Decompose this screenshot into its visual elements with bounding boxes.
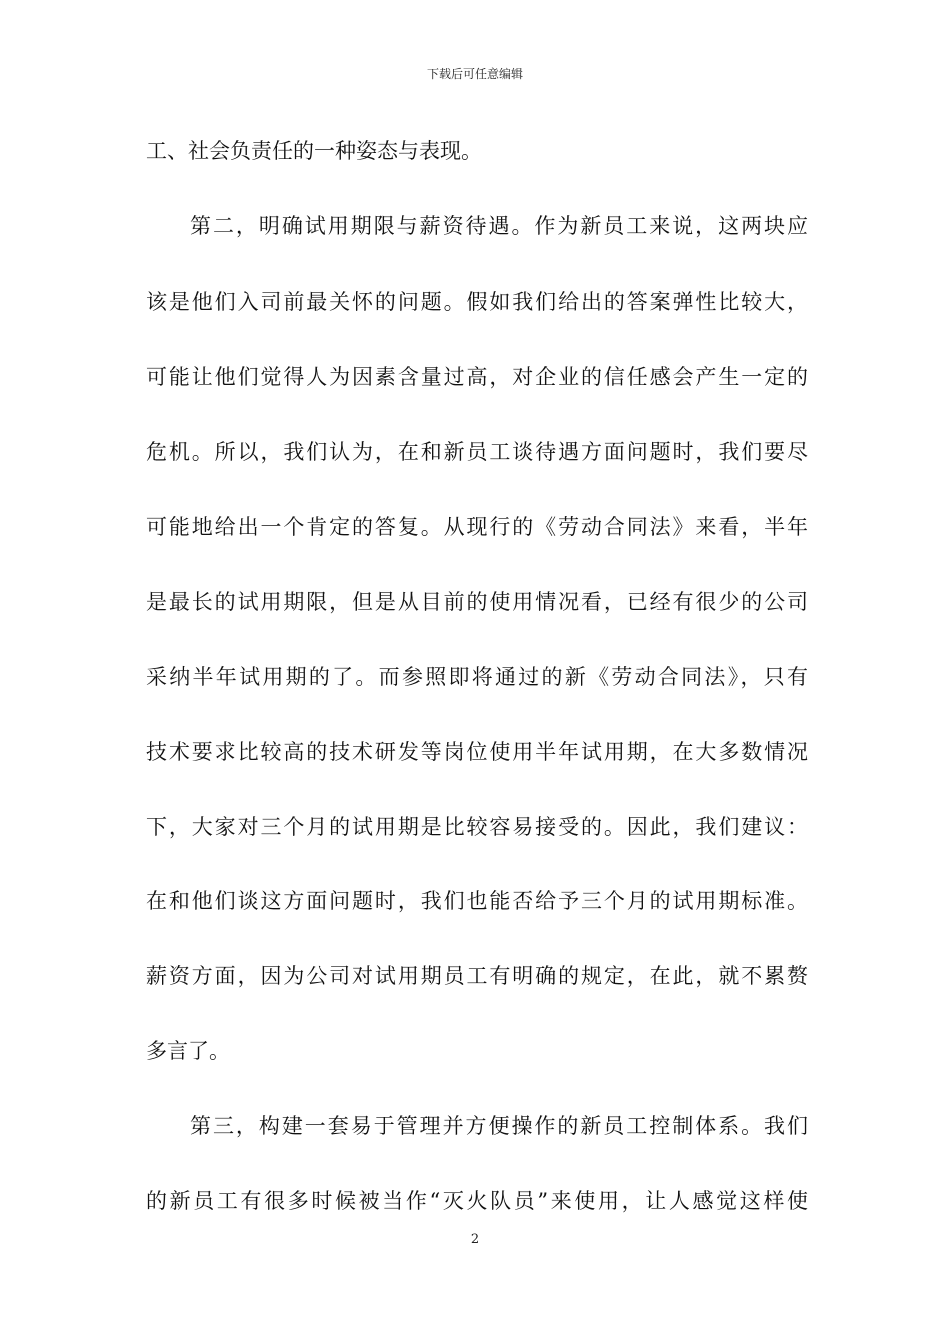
paragraph-first-line: 第三，构建一套易于管理并方便操作的新员工控制体系。我们 [190, 1114, 808, 1138]
text-line: 采纳半年试用期的了。而参照即将通过的新《劳动合同法》，只有 [146, 665, 808, 689]
text-line: 在和他们谈这方面问题时，我们也能否给予三个月的试用期标准。 [146, 889, 808, 913]
text-line: 薪资方面，因为公司对试用期员工有明确的规定，在此，就不累赘 [146, 964, 808, 988]
text-line: 下，大家对三个月的试用期是比较容易接受的。因此，我们建议： [146, 815, 808, 839]
paragraph-first-line: 第二，明确试用期限与薪资待遇。作为新员工来说，这两块应 [190, 214, 808, 238]
text-line: 多言了。 [146, 1039, 230, 1063]
text-line: 危机。所以，我们认为，在和新员工谈待遇方面问题时，我们要尽 [146, 440, 808, 464]
text-line: 是最长的试用期限，但是从目前的使用情况看，已经有很少的公司 [146, 590, 808, 614]
page-header: 下载后可任意编辑 [426, 67, 523, 81]
text-line: 可能让他们觉得人为因素含量过高，对企业的信任感会产生一定的 [146, 365, 808, 389]
text-line: 技术要求比较高的技术研发等岗位使用半年试用期，在大多数情况 [146, 740, 808, 764]
text-line: 工、社会负责任的一种姿态与表现。 [146, 139, 482, 163]
text-line: 该是他们入司前最关怀的问题。假如我们给出的答案弹性比较大， [146, 290, 808, 314]
text-line: 的新员工有很多时候被当作“灭火队员”来使用，让人感觉这样使 [146, 1189, 808, 1213]
text-line: 可能地给出一个肯定的答复。从现行的《劳动合同法》来看，半年 [146, 515, 808, 539]
page-number: 2 [470, 1232, 480, 1247]
